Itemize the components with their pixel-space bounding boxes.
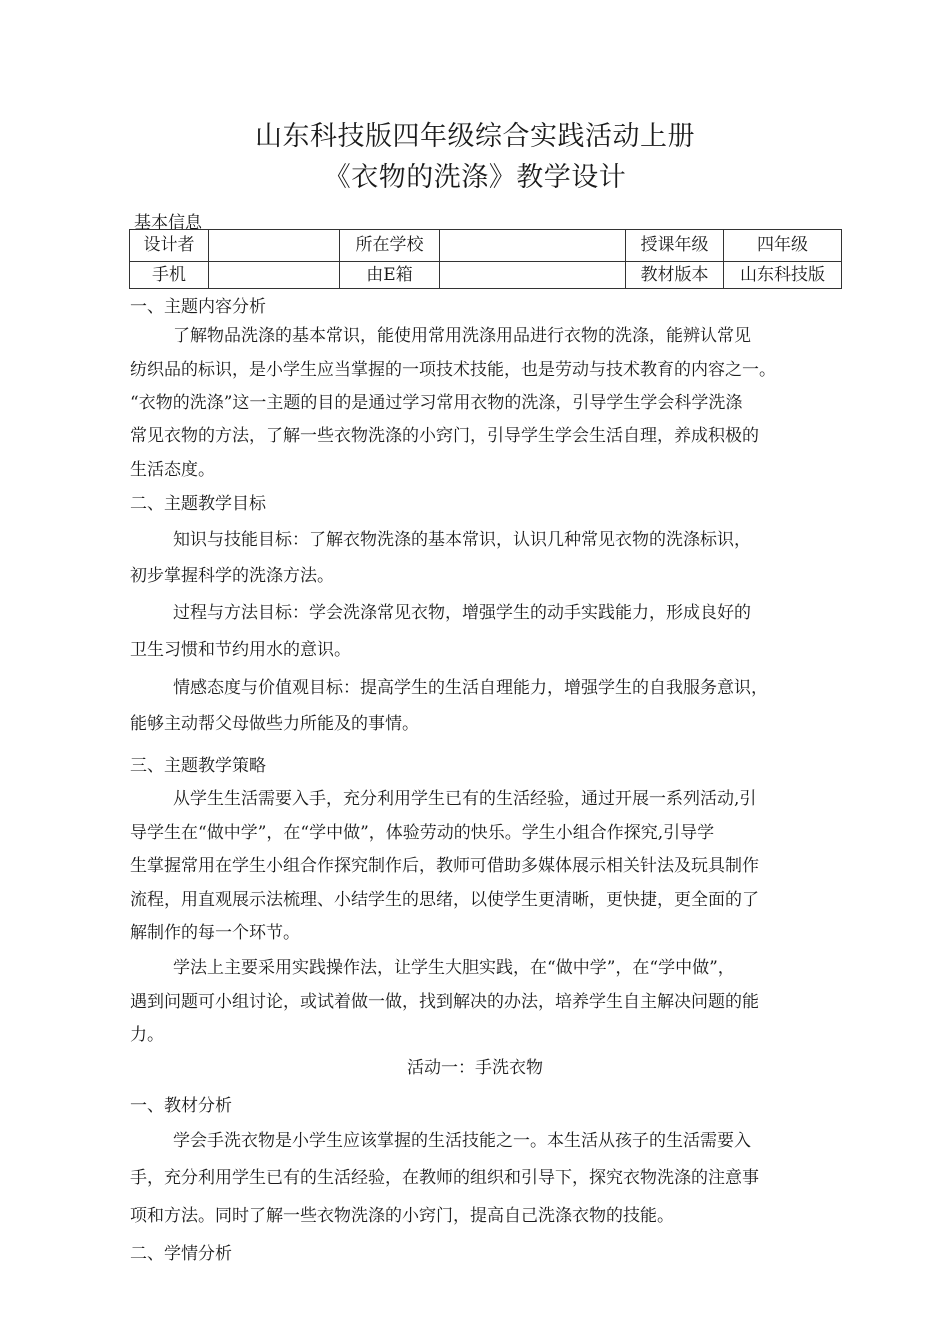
document-title-line-1: 山东科技版四年级综合实践活动上册	[255, 121, 695, 152]
paragraph-line: 知识与技能目标：了解衣物洗涤的基本常识，认识几种常见衣物的洗涤标识，	[173, 530, 751, 550]
table-cell	[209, 262, 340, 289]
paragraph-line: 手，充分利用学生已有的生活经验，在教师的组织和引导下，探究衣物洗涤的注意事	[130, 1168, 759, 1188]
section-heading: 二、学情分析	[130, 1244, 232, 1264]
paragraph-line: “衣物的洗涤”这一主题的目的是通过学习常用衣物的洗涤，引导学生学会科学洗涤	[130, 393, 743, 413]
table-cell	[209, 230, 340, 262]
paragraph-line: 力。	[130, 1025, 164, 1045]
table-cell: 四年级	[724, 230, 842, 262]
table-cell	[440, 230, 626, 262]
paragraph-line: 学法上主要采用实践操作法，让学生大胆实践，在“做中学”，在“学中做”，	[173, 958, 735, 978]
paragraph-line: 学会手洗衣物是小学生应该掌握的生活技能之一。本生活从孩子的生活需要入	[173, 1131, 751, 1151]
section-heading: 一、主题内容分析	[130, 297, 266, 317]
table-cell	[440, 262, 626, 289]
basic-info-table	[129, 229, 842, 289]
paragraph-line: 流程，用直观展示法梳理、小结学生的思绪，以使学生更清晰，更快捷，更全面的了	[130, 890, 759, 910]
paragraph-line: 生掌握常用在学生小组合作探究制作后，教师可借助多媒体展示相关针法及玩具制作	[130, 856, 759, 876]
paragraph-line: 情感态度与价值观目标：提高学生的生活自理能力，增强学生的自我服务意识，	[173, 678, 768, 698]
table-cell: 手机	[130, 262, 209, 289]
paragraph-line: 初步掌握科学的洗涤方法。	[130, 566, 334, 586]
paragraph-line: 了解物品洗涤的基本常识，能使用常用洗涤用品进行衣物的洗涤，能辨认常见	[173, 326, 751, 346]
table-cell: 设计者	[130, 230, 209, 262]
paragraph-line: 能够主动帮父母做些力所能及的事情。	[130, 714, 419, 734]
section-heading: 一、教材分析	[130, 1096, 232, 1116]
paragraph-line: 生活态度。	[130, 460, 215, 480]
table-cell: 由E箱	[340, 262, 440, 289]
table-row	[130, 230, 842, 262]
paragraph-line: 卫生习惯和节约用水的意识。	[130, 640, 351, 660]
table-cell: 教材版本	[626, 262, 724, 289]
basic-info-label: 基本信息	[134, 213, 202, 233]
section-heading: 三、主题教学策略	[130, 756, 266, 776]
paragraph-line: 解制作的每一个环节。	[130, 923, 300, 943]
table-cell: 授课年级	[626, 230, 724, 262]
paragraph-line: 过程与方法目标：学会洗涤常见衣物，增强学生的动手实践能力，形成良好的	[173, 603, 751, 623]
paragraph-line: 遇到问题可小组讨论，或试着做一做，找到解决的办法，培养学生自主解决问题的能	[130, 992, 759, 1012]
table-cell: 所在学校	[340, 230, 440, 262]
table-row	[130, 262, 842, 289]
table-cell: 山东科技版	[724, 262, 842, 289]
document-title-line-2: 《衣物的洗涤》教学设计	[323, 162, 627, 193]
paragraph-line: 从学生生活需要入手，充分利用学生已有的生活经验，通过开展一系列活动,引	[173, 789, 757, 809]
paragraph-line: 常见衣物的方法，了解一些衣物洗涤的小窍门，引导学生学会生活自理，养成积极的	[130, 426, 759, 446]
section-heading: 二、主题教学目标	[130, 494, 266, 514]
paragraph-line: 纺织品的标识，是小学生应当掌握的一项技术技能，也是劳动与技术教育的内容之一。	[130, 360, 776, 380]
paragraph-line: 项和方法。同时了解一些衣物洗涤的小窍门，提高自己洗涤衣物的技能。	[130, 1206, 674, 1226]
activity-title: 活动一：手洗衣物	[407, 1058, 543, 1078]
paragraph-line: 导学生在“做中学”，在“学中做”，体验劳动的快乐。学生小组合作探究,引导学	[130, 823, 715, 843]
